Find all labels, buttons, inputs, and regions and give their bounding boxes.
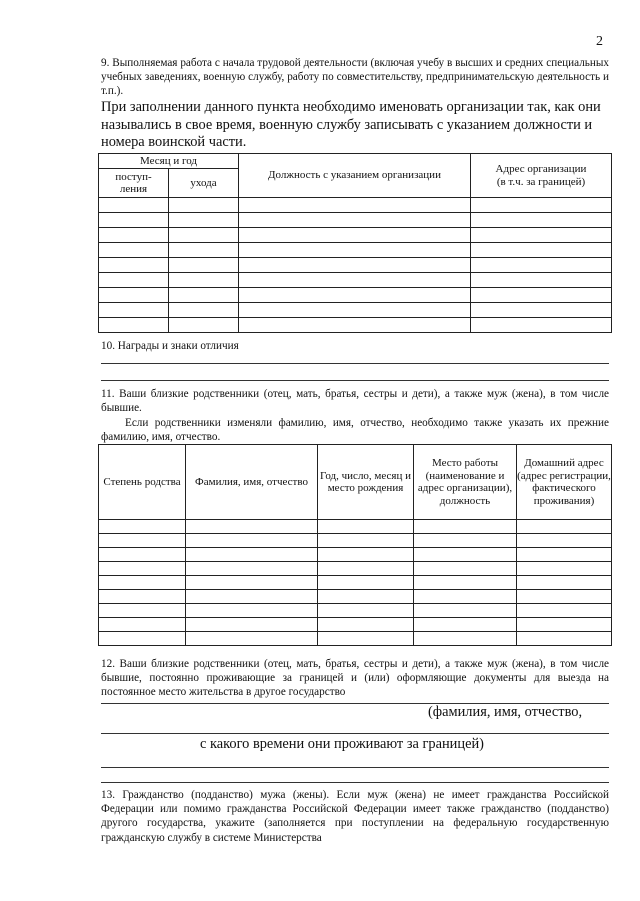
table-row[interactable]: [99, 520, 612, 534]
section-9-note: При заполнении данного пункта необходимо именовать организации так, как они назывались в свое время, военную службу записывать с указанием должности и номера воинской части.: [101, 99, 601, 150]
header-home: Домашний адрес (адрес регистрации, фактического проживания): [517, 445, 612, 520]
table-row[interactable]: [99, 562, 612, 576]
section-13-text: 13. Гражданство (подданство) мужа (жены). Если муж (жена) не имеет гражданства Российской Федерации или помимо гражданства Российской Федерации имеет также гражданство (подданство) другого государства, укажите (заполняется при поступлении на федеральную государственную гражданскую службу в системе Министерства: [101, 789, 609, 844]
header-birth: Год, число, месяц и место рождения: [318, 445, 414, 520]
fill-line[interactable]: [101, 363, 609, 364]
section-11-text: 11. Ваши близкие родственники (отец, мать, братья, сестры и дети), а также муж (жена), в том числе бывшие.: [101, 388, 609, 415]
table-row[interactable]: [99, 576, 612, 590]
section-12-text: 12. Ваши близкие родственники (отец, мать, братья, сестры и дети), а также муж (жена), в том числе бывшие, постоянно проживающие за границей и (или) оформляющие документы для выезда на постоянное место жительства в другое государство: [101, 658, 609, 699]
table-row[interactable]: [99, 318, 612, 333]
table-row[interactable]: [99, 548, 612, 562]
fill-line[interactable]: [101, 767, 609, 768]
table-row[interactable]: [99, 243, 612, 258]
page-number: 2: [596, 34, 603, 49]
relatives-table: [98, 444, 612, 646]
table-row[interactable]: [99, 198, 612, 213]
header-address: Адрес организации (в т.ч. за границей): [471, 154, 612, 198]
table-row[interactable]: [99, 288, 612, 303]
table-row[interactable]: [99, 303, 612, 318]
section-11-text2: Если родственники изменяли фамилию, имя, отчество, необходимо также указать их прежние фамилию, имя, отчество.: [101, 417, 609, 444]
fill-line[interactable]: [101, 782, 609, 783]
header-month-year: Месяц и год: [99, 154, 239, 169]
fill-line[interactable]: [101, 380, 609, 381]
table-row[interactable]: [99, 534, 612, 548]
table-row[interactable]: [99, 258, 612, 273]
header-end: ухода: [169, 169, 239, 198]
header-work: Место работы (наименование и адрес организации), должность: [414, 445, 517, 520]
section-9-text: 9. Выполняемая работа с начала трудовой деятельности (включая учебу в высших и средних специальных учебных заведениях, военную службу, работу по совместительству, предпринимательскую деятельность и т.п.).: [101, 57, 609, 98]
section-10-text: 10. Награды и знаки отличия: [101, 340, 239, 352]
table-row[interactable]: [99, 618, 612, 632]
work-history-table: [98, 153, 612, 333]
section-12-hint-name: (фамилия, имя, отчество,: [428, 704, 583, 720]
section-12-hint-since: с какого времени они проживают за границей): [200, 736, 484, 752]
table-row[interactable]: [99, 213, 612, 228]
header-position: Должность с указанием организации: [239, 154, 471, 198]
header-start: поступ- ления: [99, 169, 169, 198]
fill-line[interactable]: [101, 733, 609, 734]
header-degree: Степень родства: [99, 445, 186, 520]
table-row[interactable]: [99, 273, 612, 288]
table-row[interactable]: [99, 604, 612, 618]
header-name: Фамилия, имя, отчество: [186, 445, 318, 520]
table-row[interactable]: [99, 632, 612, 646]
table-row[interactable]: [99, 590, 612, 604]
table-row[interactable]: [99, 228, 612, 243]
